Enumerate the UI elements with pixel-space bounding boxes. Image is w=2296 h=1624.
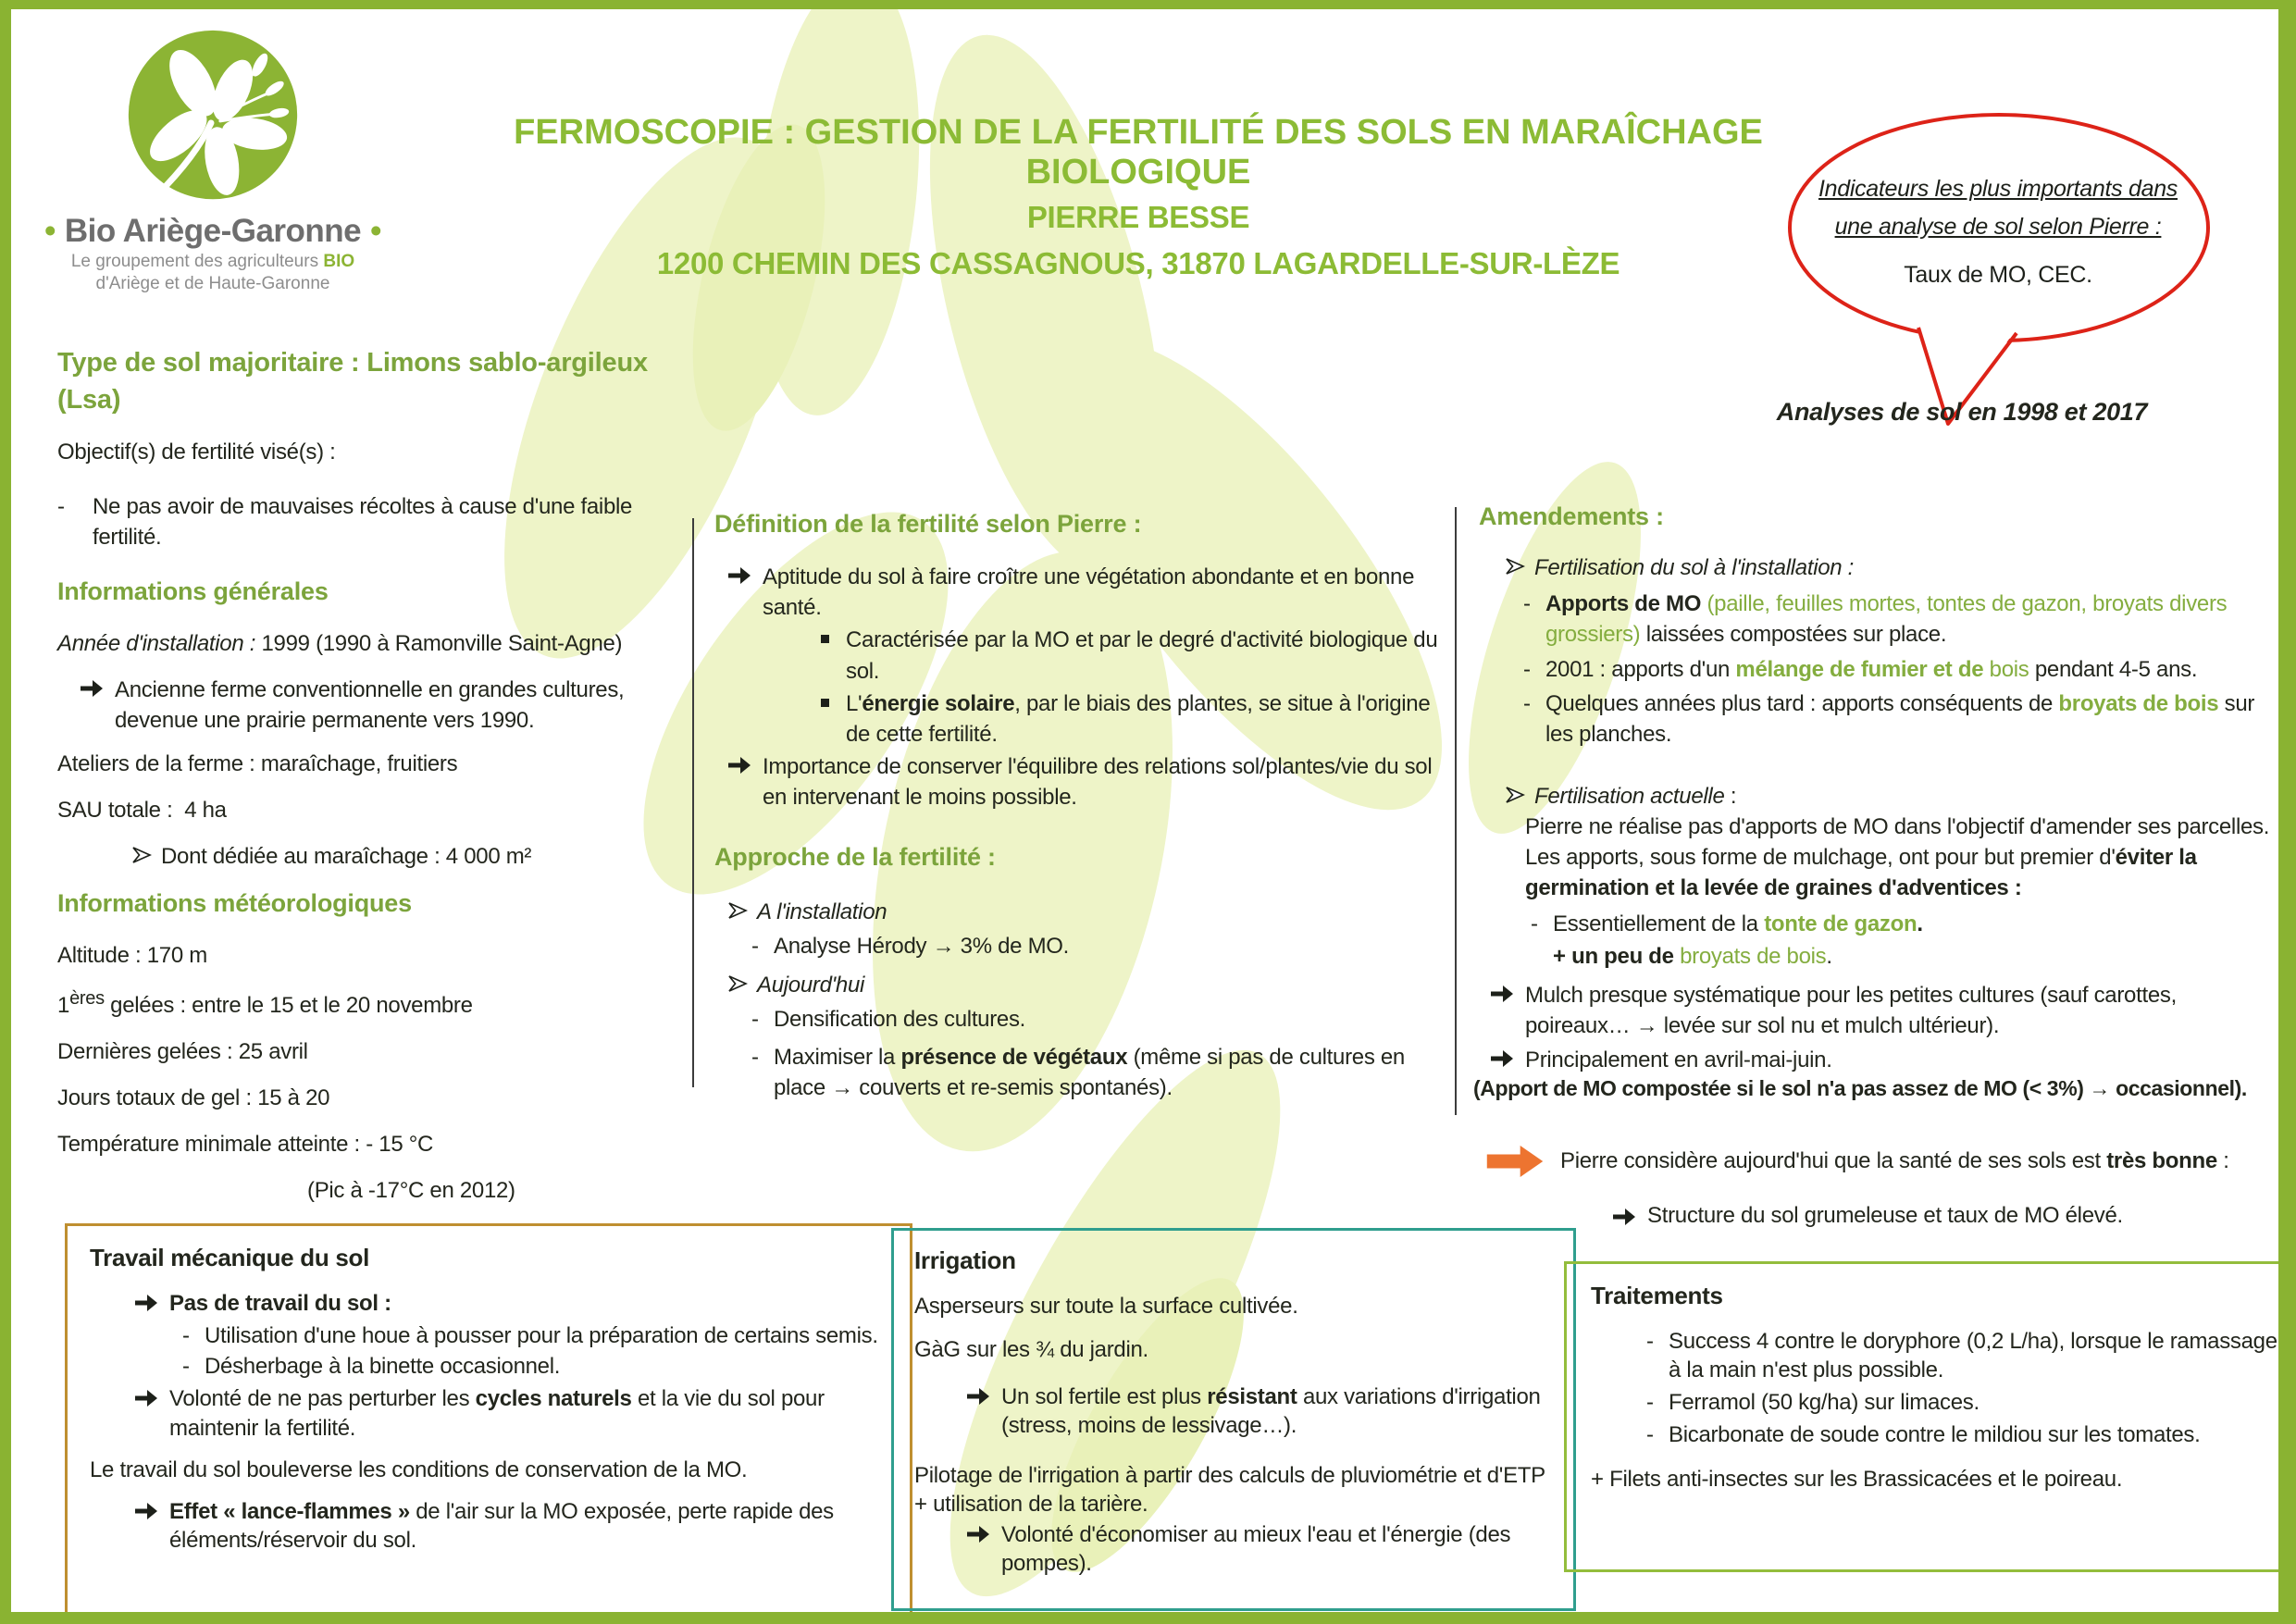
definition-sub-2 [821, 688, 1455, 750]
dash-bullet: - [751, 934, 759, 960]
dash-bullet: - [751, 1006, 759, 1032]
installation-value: 1999 (1990 à Ramonville Saint-Agne) [255, 630, 623, 656]
travail-b1-text: Pas de travail du sol : [169, 1290, 391, 1316]
travail-b1-i1 [182, 1321, 887, 1350]
brand-dot-left: • [44, 213, 56, 249]
travail-b1-i2 [182, 1352, 887, 1381]
travail-b1 [90, 1289, 887, 1318]
definition-bullet-1-text: Aptitude du sol à faire croître une végétation abondante et en bonne santé. [763, 564, 1415, 621]
dash-bullet: - [1531, 911, 1538, 937]
irrigation-box [891, 1228, 1576, 1611]
approche-heading: Approche de la fertilité : [714, 843, 996, 872]
seg-greenbold: tonte de gazon [1764, 911, 1917, 937]
approche-k2-d1-text: Densification des cultures. [774, 1006, 1026, 1032]
dash-bullet: - [1646, 1422, 1654, 1448]
seg: laissées compostées sur place. [1640, 622, 1947, 648]
irrigation-b2 [914, 1520, 1553, 1578]
seg: . [1826, 944, 1832, 970]
dash-bullet: - [57, 494, 65, 520]
temp-min: Température minimale atteinte : - 15 °C [57, 1131, 434, 1157]
mulch-bullet-text: Mulch presque systématique pour les petites cultures (sauf carottes, poireaux… → levée sur sol nu et mulch ultérieur). [1525, 982, 2177, 1038]
travail-b1-i1-text: Utilisation d'une houe à pousser pour la préparation de certains semis. [205, 1322, 878, 1348]
chevron-bullet-icon [131, 847, 152, 863]
definition-bullet-2-text: Importance de conserver l'équilibre des relations sol/plantes/vie du sol en intervenant le moins possible. [763, 753, 1433, 811]
fertilisation-actuelle-paragraph [1525, 812, 2286, 903]
altitude: Altitude : 170 m [57, 942, 207, 968]
mulch-bullet [1479, 980, 2286, 1041]
amendement-d4-text [1553, 909, 2286, 939]
dash-bullet: - [1523, 591, 1531, 617]
seg: . [1917, 911, 1923, 937]
approche-k2-d1 [751, 1004, 1455, 1035]
seg: Quelques années plus tard : apports conséquents de [1545, 690, 2059, 716]
indicator-speech-bubble [1781, 109, 2216, 442]
traitements-i3 [1646, 1420, 2280, 1449]
soil-type-heading: Type de sol majoritaire : Limons sablo-argileux (Lsa) [57, 348, 648, 415]
seg: Pierre ne réalise pas d'apports de MO dans l'objectif d'amender ses parcelles. Les apports, sous forme de mulchage, ont pour but premier d' [1525, 814, 2270, 871]
amendement-d3-text [1545, 688, 2286, 750]
dash-bullet: - [182, 1322, 190, 1348]
bubble-line3: Taux de MO, CEC. [1904, 262, 2092, 288]
periode-bullet [1479, 1045, 2286, 1075]
middle-column [714, 507, 1455, 1110]
seg-greenbold: mélange de fumier et de [1735, 656, 1984, 682]
amendement-d2 [1523, 654, 2286, 685]
approche-k2 [714, 970, 1455, 1000]
seg-bold: Apports de MO [1545, 591, 1702, 617]
installation-year [57, 628, 696, 659]
arrow-right-icon [80, 679, 104, 698]
approche-k2-text: Aujourd'hui [757, 972, 865, 998]
chevron-bullet-icon [1505, 558, 1525, 575]
traitements-i3-text: Bicarbonate de soude contre le mildiou sur les tomates. [1669, 1422, 2201, 1448]
first-frost-sup: ères [69, 987, 105, 1009]
installation-label: Année d'installation : [57, 630, 256, 656]
meteo-heading: Informations météorologiques [57, 889, 412, 918]
speech-bubble-text [1807, 170, 2189, 294]
objective-item [57, 491, 696, 552]
amendement-d2-text [1545, 654, 2286, 685]
conclusion-sub [1612, 1203, 2278, 1229]
traitements-i2-text: Ferramol (50 kg/ha) sur limaces. [1669, 1390, 1980, 1416]
approche-k2-d2-text [774, 1042, 1455, 1103]
traitements-i2 [1646, 1388, 2280, 1417]
seg: + un peu de [1553, 944, 1681, 970]
chevron-bullet-icon [727, 975, 748, 992]
bio-ariege-garonne-flower-logo-icon [122, 26, 304, 209]
logo-block [14, 26, 412, 294]
left-column [57, 331, 696, 1221]
seg-greenbold: broyats de bois [2058, 690, 2219, 716]
approche-k1-text: A l'installation [757, 899, 887, 925]
definition-sub-1-text: Caractérisée par la MO et par le degré d'activité biologique du sol. [846, 627, 1438, 684]
seg-bold: très bonne [2106, 1148, 2217, 1173]
general-info-heading: Informations générales [57, 577, 329, 606]
tagline-text: Le groupement des agriculteurs [70, 252, 319, 271]
traitements-p1: + Filets anti-insectes sur les Brassicacées et le poireau. [1591, 1466, 2123, 1492]
chevron-bullet-icon [727, 902, 748, 919]
conclusion-text [1560, 1148, 2229, 1174]
dash-bullet: - [182, 1354, 190, 1380]
seg: : [1724, 783, 1737, 809]
seg-bold: Effet « lance-flammes » [169, 1498, 410, 1524]
amendement-d3 [1523, 688, 2286, 750]
travail-b3-text [169, 1497, 887, 1555]
bubble-line2: une analyse de sol selon Pierre : [1834, 213, 2162, 240]
arrow-right-icon [727, 756, 751, 775]
arrow-right-icon [1490, 985, 1514, 1003]
arrow-right-icon [134, 1502, 158, 1520]
irrigation-b1-text [1001, 1382, 1553, 1440]
brand-tagline-line1 [14, 252, 412, 272]
page-title: FERMOSCOPIE : GESTION DE LA FERTILITÉ DES SOLS EN MARAÎCHAGE BIOLOGIQUE [514, 113, 1763, 192]
first-frost [57, 986, 696, 1021]
approche-k2-d2 [751, 1042, 1455, 1103]
bubble-line1: Indicateurs les plus importants dans [1818, 176, 2178, 202]
square-bullet-icon [821, 635, 829, 643]
seg: Maximiser la [774, 1044, 901, 1070]
irrigation-b1 [914, 1382, 1553, 1440]
approche-k1-d1-text: Analyse Hérody → 3% de MO. [774, 934, 1070, 960]
seg: (même si pas de cultures en place → couverts et re-semis spontanés). [774, 1044, 1405, 1100]
seg: Essentiellement de la [1553, 911, 1765, 937]
first-frost-num: 1 [57, 992, 70, 1018]
brand-dot-right: • [370, 213, 381, 249]
apport-note: (Apport de MO compostée si le sol n'a pas assez de MO (< 3%) → occasionnel). [1473, 1076, 2247, 1100]
travail-b2-text [169, 1384, 887, 1442]
amendement-d5 [1553, 941, 2286, 972]
dash-bullet: - [1646, 1328, 1654, 1354]
sau-detail-text: Dont dédiée au maraîchage : 4 000 m² [161, 844, 532, 870]
seg: Volonté de ne pas perturber les [169, 1386, 476, 1412]
installation-note [80, 675, 696, 736]
farm-address: 1200 CHEMIN DES CASSAGNOUS, 31870 LAGARDELLE-SUR-LÈZE [656, 246, 1620, 280]
definition-bullet-2 [714, 751, 1455, 812]
seg: sur les planches. [1545, 690, 2255, 747]
arrow-right-icon [727, 566, 751, 585]
dash-bullet: - [1523, 656, 1531, 682]
seg: pendant 4-5 ans. [2029, 656, 2198, 682]
seg: , par le biais des plantes, se situe à l'origine de cette fertilité. [846, 690, 1431, 747]
fertilisation-actuelle [1479, 781, 2286, 812]
seg: de l'air sur la MO exposée, perte rapide des éléments/réservoir du sol. [169, 1498, 834, 1554]
brand-text: Bio Ariège-Garonne [64, 213, 362, 249]
seg-bold: cycles naturels [475, 1386, 632, 1412]
irrigation-b2-text: Volonté d'économiser au mieux l'eau et l'énergie (des pompes). [1001, 1521, 1511, 1577]
seg: et la vie du sol pour maintenir la fertilité. [169, 1386, 825, 1441]
brand-name [14, 213, 412, 250]
right-column [1479, 500, 2286, 1083]
seg: 2001 : apports d'un [1545, 656, 1736, 682]
approche-k1 [714, 897, 1455, 927]
orange-block-arrow-icon [1486, 1146, 1544, 1177]
arrow-right-icon [966, 1525, 990, 1543]
dash-bullet: - [1646, 1390, 1654, 1416]
seg-bold: éviter la germination et la levée de graines d'adventices : [1525, 845, 2197, 901]
temp-peak: (Pic à -17°C en 2012) [307, 1178, 515, 1204]
seg-bold: présence de végétaux [900, 1044, 1128, 1070]
arrow-right-icon [134, 1389, 158, 1407]
traitements-title: Traitements [1591, 1282, 1723, 1309]
seg-green: broyats de bois [1680, 944, 1827, 970]
amendement-d1 [1523, 589, 2286, 650]
amendement-d1-text [1545, 589, 2286, 650]
irrigation-p3: Pilotage de l'irrigation à partir des calculs de pluviométrie et d'ETP + utilisation de la tarière. [914, 1462, 1545, 1517]
seg-bold: énergie solaire [862, 690, 1015, 716]
seg-green: (paille, feuilles mortes, tontes de gazon, broyats divers grossiers) [1545, 591, 2228, 648]
last-frost: Dernières gelées : 25 avril [57, 1038, 308, 1064]
definition-bullet-1 [714, 562, 1455, 623]
seg: Pierre considère aujourd'hui que la santé de ses sols est [1560, 1148, 2107, 1173]
travail-b2 [90, 1384, 887, 1442]
installation-note-text: Ancienne ferme conventionnelle en grandes cultures, devenue une prairie permanente vers 1990. [115, 676, 625, 733]
farmer-name: PIERRE BESSE [1026, 200, 1250, 234]
seg-green: bois [1983, 656, 2029, 682]
amendement-d4 [1531, 909, 2286, 939]
fertilisation-actuelle-label: Fertilisation actuelle [1534, 783, 1725, 809]
definition-heading: Définition de la fertilité selon Pierre : [714, 510, 1142, 538]
column-divider-right [1455, 507, 1457, 1115]
seg: Un sol fertile est plus [1001, 1384, 1208, 1410]
seg: L' [846, 690, 863, 716]
arrow-right-icon [966, 1387, 990, 1406]
definition-sub-1 [821, 625, 1455, 686]
periode-bullet-text: Principalement en avril-mai-juin. [1525, 1047, 1832, 1072]
chevron-bullet-icon [1505, 787, 1525, 803]
traitements-i1 [1646, 1327, 2280, 1384]
arrow-right-icon [1490, 1049, 1514, 1068]
ateliers: Ateliers de la ferme : maraîchage, fruitiers [57, 750, 458, 776]
seg: : [2216, 1148, 2229, 1173]
dash-bullet: - [751, 1044, 759, 1070]
analyses-note: Analyses de sol en 1998 et 2017 [1776, 398, 2148, 426]
arrow-right-icon [1612, 1208, 1636, 1226]
approche-k1-d1 [751, 931, 1455, 961]
first-frost-text: gelées : entre le 15 et le 20 novembre [104, 992, 473, 1018]
definition-sub-2-text [846, 688, 1455, 750]
traitements-i1-text: Success 4 contre le doryphore (0,2 L/ha), lorsque le ramassage à la main n'est plus possible. [1669, 1328, 2277, 1382]
brand-tagline-line2: d'Ariège et de Haute-Garonne [95, 274, 330, 293]
sau-detail [131, 841, 696, 872]
irrigation-p1: Asperseurs sur toute la surface cultivée. [914, 1293, 1298, 1319]
frost-days: Jours totaux de gel : 15 à 20 [57, 1085, 330, 1110]
travail-mecanique-box [65, 1223, 912, 1624]
travail-title: Travail mécanique du sol [90, 1244, 370, 1271]
dash-bullet: - [1523, 690, 1531, 716]
fertilisation-installation-text: Fertilisation du sol à l'installation : [1534, 555, 1855, 581]
arrow-right-icon [134, 1294, 158, 1312]
tagline-bio: BIO [323, 252, 355, 271]
seg: aux variations d'irrigation (stress, moins de lessivage…). [1001, 1384, 1541, 1439]
fertilisation-installation [1479, 552, 2286, 583]
amendements-heading: Amendements : [1479, 502, 1664, 530]
sau-total: SAU totale : 4 ha [57, 798, 227, 824]
travail-b1-i2-text: Désherbage à la binette occasionnel. [205, 1354, 561, 1380]
irrigation-p2: GàG sur les ¾ du jardin. [914, 1336, 1148, 1362]
conclusion-sub-text: Structure du sol grumeleuse et taux de MO élevé. [1647, 1203, 2123, 1228]
travail-p1: Le travail du sol bouleverse les conditions de conservation de la MO. [90, 1457, 748, 1482]
square-bullet-icon [821, 699, 829, 707]
objective-item-text: Ne pas avoir de mauvaises récoltes à cause d'une faible fertilité. [93, 494, 633, 551]
conclusion-line [1486, 1146, 2282, 1177]
seg-bold: résistant [1207, 1384, 1297, 1410]
objective-label: Objectif(s) de fertilité visé(s) : [57, 440, 336, 465]
travail-b3 [90, 1497, 887, 1555]
traitements-box [1564, 1261, 2296, 1572]
irrigation-title: Irrigation [914, 1246, 1016, 1274]
